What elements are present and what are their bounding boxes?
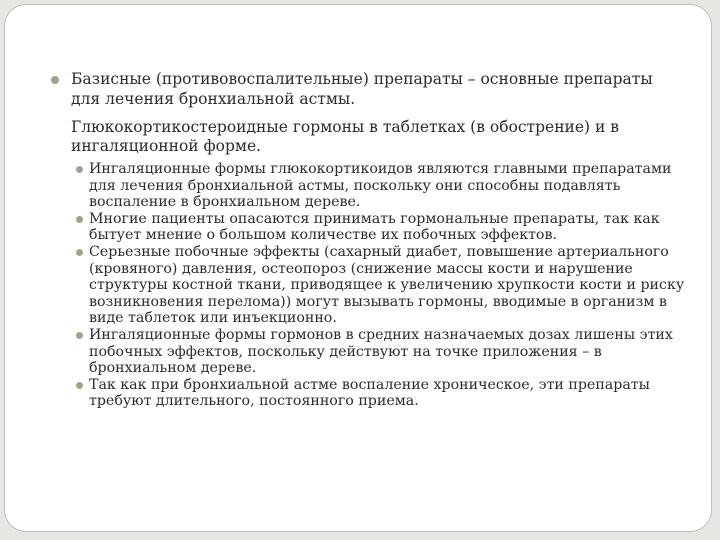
sub-bullet-text: Многие пациенты опасаются принимать гормональные препараты, так как бытует мнение о большом количестве их побочных эффектов. [89,210,660,244]
paragraph-text: Глюкокортикостероидные гормоны в таблетках (в обострение) и в ингаляционной форме. [71,118,620,155]
slide-frame [4,4,712,532]
main-bullet-text: Базисные (противовоспалительные) препараты – основные препараты для лечения бронхиальной астмы. [71,70,653,108]
sub-bullet-text: Серьезные побочные эффекты (сахарный диабет, повышение артериального (кровяного) давления, остеопороз (снижение массы кости и нарушение структуры костной ткани, приводящее к увеличению хрупкости кости и риску возникновения перелома)) могут вызывать гормоны, вводимые в организм в виде таблеток или инъекционно. [89,243,685,327]
sub-bullet-list [89,161,689,410]
sub-bullet-text: Ингаляционные формы глюкокортикоидов являются главными препаратами для лечения бронхиальной астмы, поскольку они способны подавлять воспаление в бронхиальном дереве. [89,161,672,211]
bullet-dot-icon [76,332,83,339]
bullet-dot-icon [76,166,83,173]
sub-bullet-item [89,244,689,327]
bullet-dot-icon [51,76,59,84]
sub-bullet-text: Так как при бронхиальной астме воспаление хроническое, эти препараты требуют длительного, постоянного приема. [89,376,650,410]
sub-bullet-text: Ингаляционные формы гормонов в средних назначаемых дозах лишены этих побочных эффектов, поскольку действуют на точке приложения – в бронхиальном дереве. [89,326,673,377]
sub-bullet-item [89,327,689,377]
bullet-dot-icon [76,249,83,256]
bullet-dot-icon [76,382,83,389]
bullet-dot-icon [76,216,83,223]
sub-bullet-item [89,377,689,410]
sub-bullet-item [89,161,689,211]
sub-bullet-item [89,211,689,244]
main-bullet-item [71,69,681,109]
